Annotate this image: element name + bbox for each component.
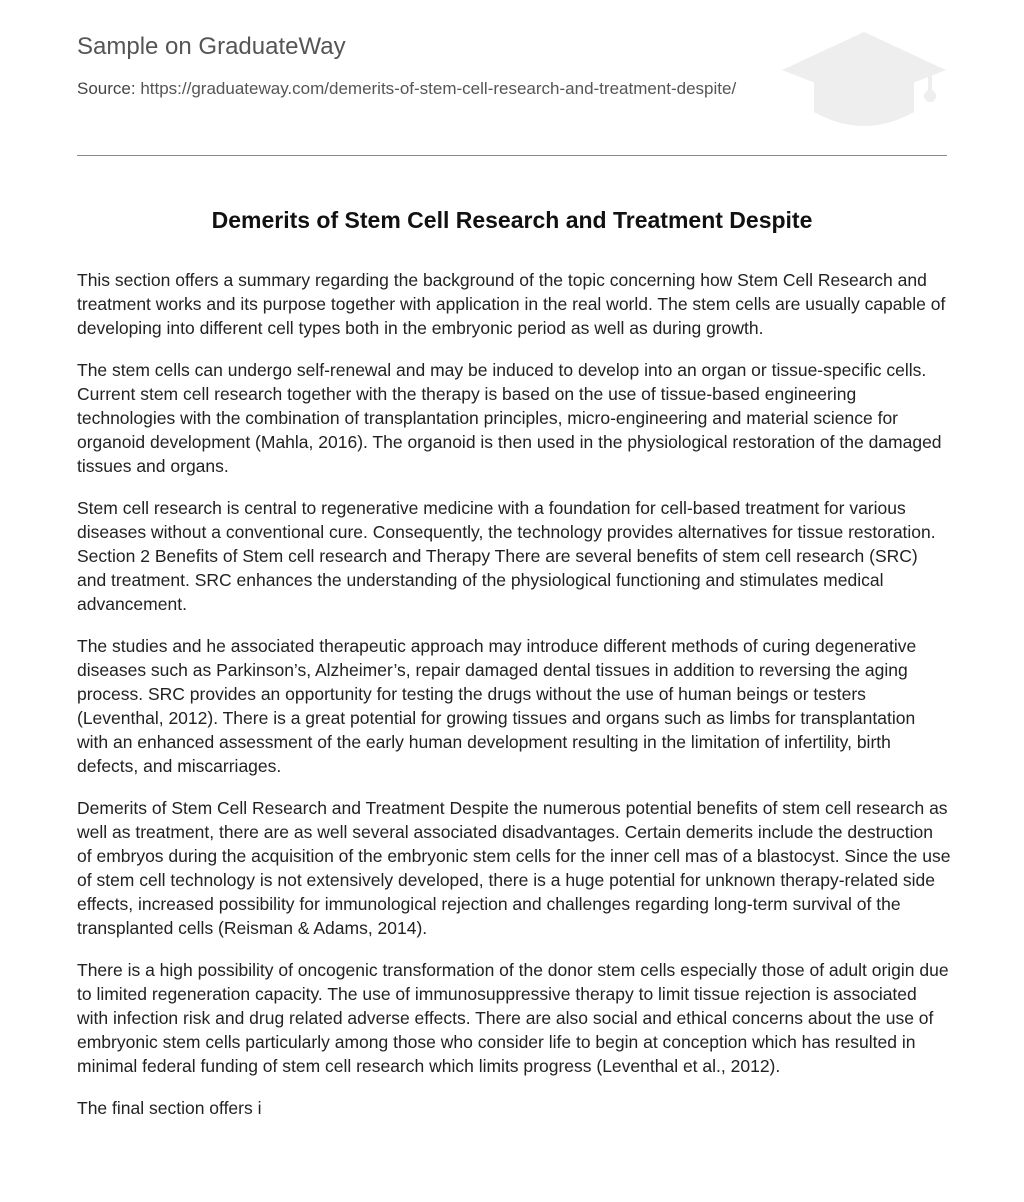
source-link[interactable]: https://graduateway.com/demerits-of-stem-cell-research-and-treatment-despite/ <box>140 79 737 98</box>
source-line <box>77 78 737 99</box>
paragraph: The stem cells can undergo self-renewal and may be induced to develop into an organ or tissue-specific cells. Current stem cell research together with the therapy is based on the use of tissue-based engineering technologies with the combination of transplantation principles, micro-engineering and material science for organoid development (Mahla, 2016). The organoid is then used in the physiological restoration of the damaged tissues and organs. <box>77 360 942 476</box>
paragraph: There is a high possibility of oncogenic transformation of the donor stem cells especially those of adult origin due to limited regeneration capacity. The use of immunosuppressive therapy to limit tissue rejection is associated with infection risk and drug related adverse effects. There are also social and ethical concerns about the use of embryonic stem cells particularly among those who consider life to begin at conception which has resulted in minimal federal funding of stem cell research which limits progress (Leventhal et al., 2012). <box>77 960 949 1076</box>
page-header <box>77 0 947 156</box>
source-label: Source: <box>77 79 136 98</box>
document-title: Demerits of Stem Cell Research and Treatment Despite <box>211 207 813 233</box>
graduation-cap-icon <box>780 30 948 134</box>
paragraph: This section offers a summary regarding the background of the topic concerning how Stem Cell Research and treatment works and its purpose together with application in the real world. The stem cells are usually capable of developing into different cell types both in the embryonic period as well as during growth. <box>77 270 946 338</box>
document-body <box>77 268 951 1138</box>
header-divider <box>77 155 947 156</box>
paragraph: Stem cell research is central to regenerative medicine with a foundation for cell-based treatment for various diseases without a conventional cure. Consequently, the technology provides alternatives for tissue restoration. Section 2 Benefits of Stem cell research and Therapy There are several benefits of stem cell research (SRC) and treatment. SRC enhances the understanding of the physiological functioning and stimulates medical advancement. <box>77 498 936 614</box>
paragraph: Demerits of Stem Cell Research and Treatment Despite the numerous potential benefits of stem cell research as well as treatment, there are as well several associated disadvantages. Certain demerits include the destruction of embryos during the acquisition of the embryonic stem cells for the inner cell mas of a blastocyst. Since the use of stem cell technology is not extensively developed, there is a huge potential for unknown therapy-related side effects, increased possibility for immunological rejection and challenges regarding long-term survival of the transplanted cells (Reisman & Adams, 2014). <box>77 798 951 938</box>
paragraph: The final section offers i <box>77 1098 262 1118</box>
paragraph: The studies and he associated therapeutic approach may introduce different methods of curing degenerative diseases such as Parkinson’s, Alzheimer’s, repair damaged dental tissues in addition to reversing the aging process. SRC provides an opportunity for testing the drugs without the use of human beings or testers (Leventhal, 2012). There is a great potential for growing tissues and organs such as limbs for transplantation with an enhanced assessment of the early human development resulting in the limitation of infertility, birth defects, and miscarriages. <box>77 636 917 776</box>
site-title: Sample on GraduateWay <box>77 33 346 60</box>
